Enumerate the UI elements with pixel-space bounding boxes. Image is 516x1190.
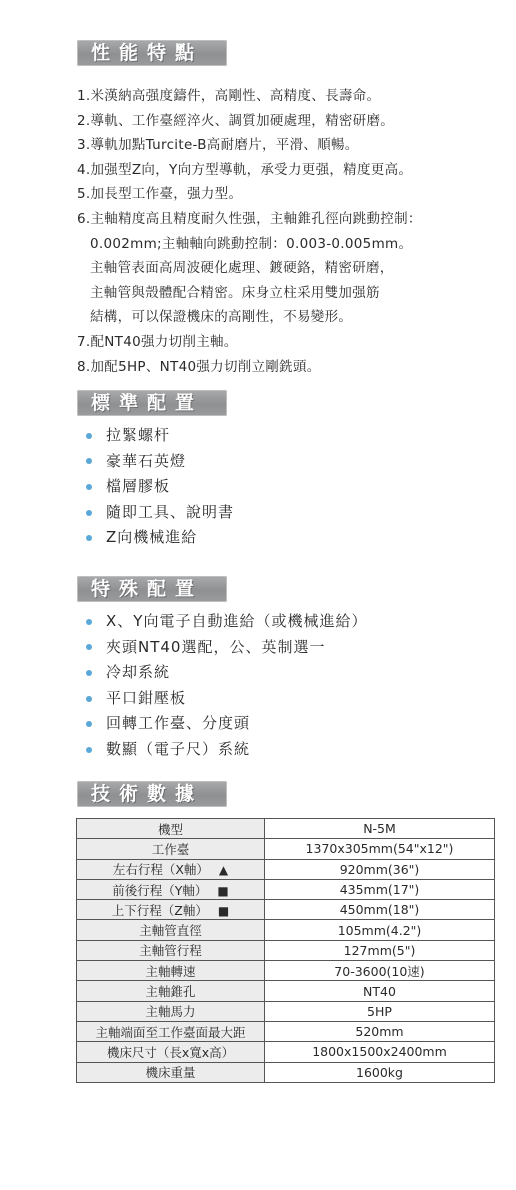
feature-line: 結構，可以保證機床的高剛性，不易變形。	[90, 309, 353, 326]
feature-line: 0.002mm;主軸軸向跳動控制：0.003-0.005mm。	[90, 235, 413, 252]
bullet-icon	[86, 670, 92, 676]
list-item	[86, 660, 367, 686]
bullet-icon	[86, 458, 92, 464]
spec-value: NT40	[265, 981, 495, 1001]
list-item	[86, 711, 367, 737]
spec-value: 105mm(4.2")	[265, 920, 495, 940]
spec-value: 1600kg	[265, 1062, 495, 1082]
bullet-icon	[86, 510, 92, 516]
spec-value: 127mm(5")	[265, 940, 495, 960]
list-item	[86, 500, 234, 526]
bullet-icon	[86, 619, 92, 625]
list-item	[86, 635, 367, 661]
special-config-heading: 特殊配置	[77, 576, 227, 602]
spec-label-cell	[77, 900, 265, 920]
list-item-label: 數顯（電子尺）系統	[106, 739, 251, 758]
list-item-label: 拉緊螺杆	[106, 426, 171, 444]
list-item-label: Z向機械進給	[106, 528, 198, 547]
list-item-label: 回轉工作臺、分度頭	[106, 714, 251, 733]
spec-label: 主軸端面至工作臺面最大距	[95, 1024, 246, 1040]
spec-label-cell	[77, 1042, 265, 1062]
spec-label-cell	[77, 1021, 265, 1041]
spec-label: 機床尺寸（長x寬x高）	[106, 1044, 235, 1060]
spec-label-cell	[77, 981, 265, 1001]
feature-line: 8.加配5HP、NT40强力切削立剛銑頭。	[77, 358, 321, 375]
list-item-label: 檔層膠板	[106, 477, 171, 496]
spec-row	[77, 920, 495, 940]
spec-value: 1370x305mm(54"x12")	[265, 839, 495, 859]
standard-config-heading: 標準配置	[77, 390, 227, 416]
bullet-icon	[86, 696, 92, 702]
spec-value: 5HP	[265, 1001, 495, 1021]
feature-line: 5.加長型工作臺，强力型。	[77, 186, 243, 203]
spec-value: 435mm(17")	[265, 879, 495, 899]
bullet-icon	[86, 535, 92, 541]
spec-label: 前後行程（Y軸）	[112, 882, 208, 898]
list-item-label: X、Y向電子自動進給（或機械進給）	[106, 612, 368, 630]
spec-row	[77, 879, 495, 899]
list-item	[86, 686, 367, 712]
spec-label-cell	[77, 859, 265, 879]
spec-value: 1800x1500x2400mm	[265, 1042, 495, 1062]
feature-line: 主軸管與殼體配合精密。床身立柱采用雙加强筋	[90, 284, 380, 301]
spec-label: 左右行程（X軸）	[112, 862, 209, 878]
list-item-label: 平口鉗壓板	[106, 688, 187, 707]
square-icon: ■	[217, 883, 229, 898]
spec-label-cell	[77, 961, 265, 981]
tech-data-heading: 技術數據	[77, 781, 227, 807]
feature-line: 4.加强型Z向，Y向方型導軌，承受力更强，精度更高。	[77, 161, 413, 178]
list-item	[86, 423, 234, 449]
spec-label: 主軸管直徑	[139, 923, 202, 939]
spec-header-value: N-5M	[265, 819, 495, 839]
spec-label: 機床重量	[145, 1065, 196, 1081]
bullet-icon	[86, 433, 92, 439]
triangle-icon: ▲	[218, 863, 229, 878]
spec-row	[77, 1062, 495, 1082]
spec-row	[77, 859, 495, 879]
square-icon: ■	[217, 903, 230, 918]
list-item	[86, 737, 367, 763]
spec-row	[77, 940, 495, 960]
feature-line: 主軸管表面高周波硬化處理、鍍硬鉻，精密研磨，	[90, 260, 394, 277]
feature-line: 1.米漢納高强度鑄件，高剛性、高精度、長壽命。	[77, 88, 381, 104]
spec-value: 70-3600(10速)	[265, 961, 495, 981]
spec-label: 上下行程（Z軸）	[111, 902, 208, 918]
bullet-icon	[86, 484, 92, 490]
spec-label-cell	[77, 1001, 265, 1021]
list-item-label: 冷却系統	[106, 663, 171, 682]
list-item-label: 豪華石英燈	[106, 451, 187, 470]
spec-label: 主軸馬力	[145, 1004, 196, 1020]
spec-header-row	[77, 819, 495, 839]
spec-value: 520mm	[265, 1021, 495, 1041]
spec-label: 主軸錐孔	[145, 984, 196, 1000]
spec-label: 主軸轉速	[145, 963, 196, 979]
spec-row	[77, 981, 495, 1001]
spec-label-cell	[77, 920, 265, 940]
spec-row	[77, 961, 495, 981]
list-item	[86, 525, 234, 551]
standard-config-list	[86, 423, 234, 551]
spec-row	[77, 839, 495, 859]
spec-label-cell	[77, 879, 265, 899]
bullet-icon	[86, 644, 92, 650]
spec-row	[77, 1001, 495, 1021]
spec-header-label: 機型	[77, 819, 265, 839]
spec-value: 920mm(36")	[265, 859, 495, 879]
spec-row	[77, 1021, 495, 1041]
feature-line: 3.導軌加點Turcite-B高耐磨片，平滑、順暢。	[77, 137, 359, 154]
spec-label: 工作臺	[151, 841, 190, 857]
spec-row	[77, 900, 495, 920]
special-config-list	[86, 609, 367, 763]
list-item	[86, 609, 367, 635]
bullet-icon	[86, 747, 92, 753]
features-list	[77, 84, 507, 379]
spec-table	[76, 818, 495, 1083]
spec-label: 主軸管行程	[139, 943, 202, 959]
list-item-label: 夾頭NT40選配，公、英制選一	[106, 637, 326, 656]
spec-row	[77, 1042, 495, 1062]
list-item	[86, 474, 234, 500]
bullet-icon	[86, 721, 92, 727]
spec-label-cell	[77, 1062, 265, 1082]
list-item-label: 隨即工具、說明書	[106, 502, 235, 521]
feature-line: 2.導軌、工作臺經淬火、調質加硬處理，精密研磨。	[77, 112, 395, 129]
list-item	[86, 449, 234, 475]
spec-value: 450mm(18")	[265, 900, 495, 920]
feature-line: 7.配NT40强力切削主軸。	[77, 333, 238, 350]
feature-line: 6.主軸精度高且精度耐久性强，主軸錐孔徑向跳動控制：	[77, 210, 422, 227]
features-heading: 性能特點	[77, 40, 227, 66]
spec-label-cell	[77, 839, 265, 859]
spec-label-cell	[77, 940, 265, 960]
